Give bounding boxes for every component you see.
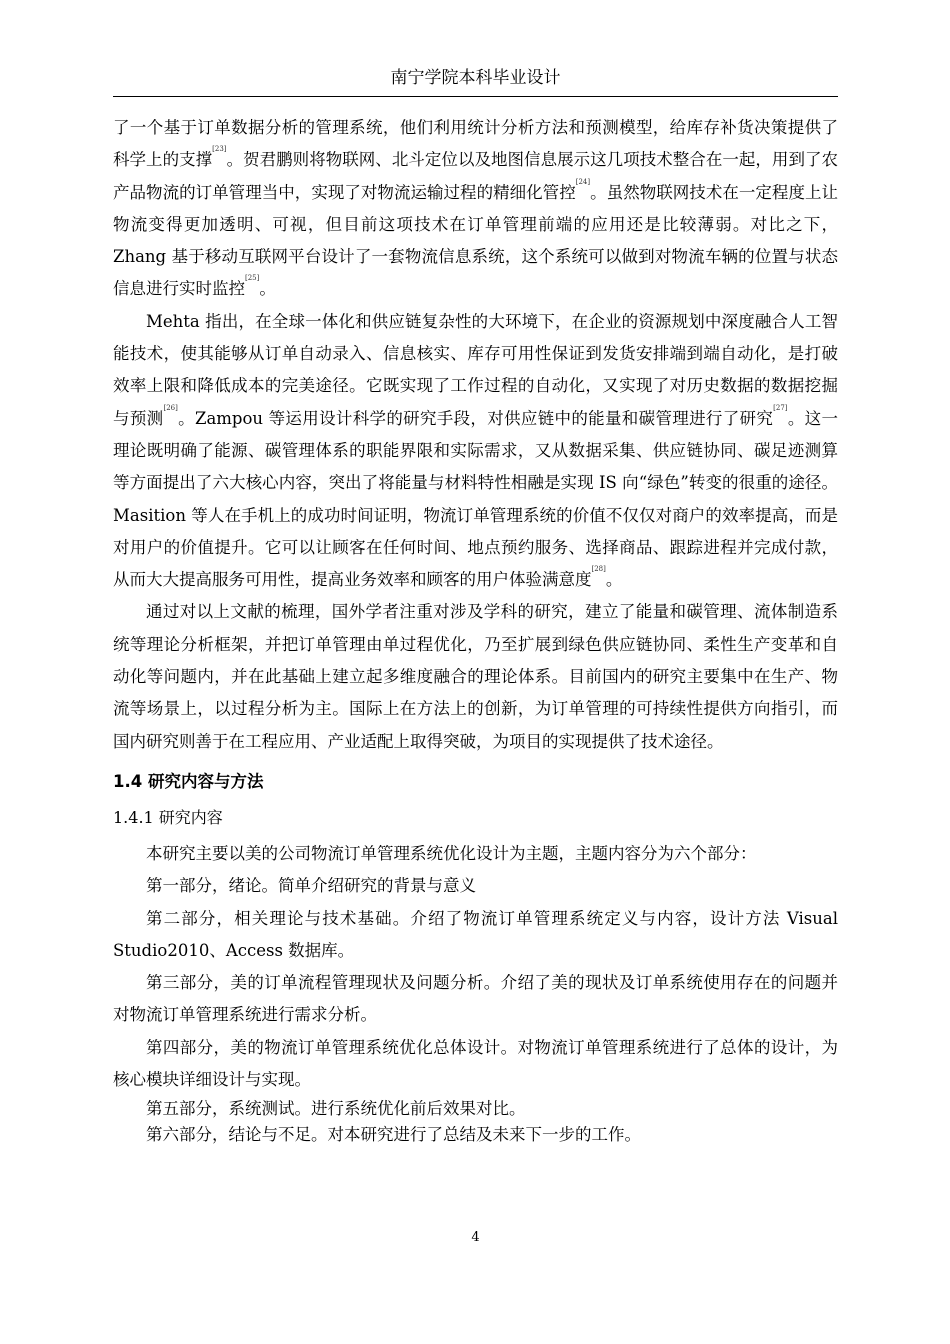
- paragraph-text: 。: [259, 279, 276, 299]
- paragraph-text: 。贺君鹏则将物联网、北斗定位以及地图信息展示这几项技术整合在一起，用到了农产品物流的订单管理当中，实现了对物流运输过程的精细化管控: [113, 150, 839, 202]
- paragraph-literature-summary: 通过对以上文献的梳理，国外学者注重对涉及学科的研究，建立了能量和碳管理、流体制造系统等理论分析框架，并把订单管理由单过程优化，乃至扩展到绿色供应链协同、柔性生产变革和自动化等问题内，并在此基础上建立起多维度融合的理论体系。目前国内的研究主要集中在生产、物流等场景上，以过程分析为主。国际上在方法上的创新，为订单管理的可持续性提供方向指引，而国内研究则善于在工程应用、产业适配上取得突破，为项目的实现提供了技术途径。: [113, 602, 838, 751]
- content-intro: 本研究主要以美的公司物流订单管理系统优化设计为主题，主题内容分为六个部分：: [146, 843, 757, 863]
- paragraph-text: 。: [605, 570, 623, 590]
- content-part-5: 第五部分，系统测试。进行系统优化前后效果对比。: [146, 1099, 526, 1119]
- paragraph-text: Mehta 指出，在全球一体化和供应链复杂性的大环境下，在企业的资源规划中深度融合人工智能技术，使其能够从订单自动录入、信息核实、库存可用性保证到发货安排端到端自动化，是打破效率上限和降低成本的完美途径。它既实现了工作过程的自动化，又实现了对历史数据的数据挖掘与预测: [113, 311, 838, 428]
- document-body: [113, 112, 838, 1148]
- content-part-3: 第三部分，美的订单流程管理现状及问题分析。介绍了美的现状及订单系统使用存在的问题并对物流订单管理系统进行需求分析。: [113, 973, 838, 1025]
- header-rule: [113, 96, 838, 97]
- page-number: 4: [471, 1230, 480, 1245]
- citation-ref: [23]: [212, 145, 227, 154]
- paragraph-text: 。Zampou 等运用设计科学的研究手段，对供应链中的能量和碳管理进行了研究: [177, 408, 774, 428]
- subsection-heading: 1.4.1 研究内容: [113, 807, 223, 827]
- paragraph-literature-foreign: [113, 306, 838, 597]
- content-part-2: 第二部分，相关理论与技术基础。介绍了物流订单管理系统定义与内容，设计方法 Visual Studio2010、Access 数据库。: [113, 908, 838, 960]
- citation-ref: [26]: [163, 403, 178, 412]
- paragraph-text: 。虽然物联网技术在一定程度上让物流变得更加透明、可视，但目前这项技术在订单管理前端的应用还是比较薄弱。对比之下，Zhang 基于移动互联网平台设计了一套物流信息系统，这个系统可以做到对物流车辆的位置与状态信息进行实时监控: [113, 182, 839, 299]
- paragraph-literature-domestic: [113, 112, 838, 306]
- citation-ref: [24]: [575, 177, 591, 186]
- paragraph-text: 了一个基于订单数据分析的管理系统，他们利用统计分析方法和预测模型，给库存补货决策提供了科学上的支撑: [113, 118, 838, 170]
- content-part-1: 第一部分，绪论。简单介绍研究的背景与意义: [146, 876, 476, 896]
- page-header-title: 南宁学院本科毕业设计: [390, 68, 561, 88]
- citation-ref: [27]: [773, 403, 788, 412]
- citation-ref: [25]: [245, 274, 260, 283]
- section-heading: 1.4 研究内容与方法: [113, 771, 264, 791]
- citation-ref: [28]: [591, 565, 606, 574]
- paragraph-text: 。这一理论既明确了能源、碳管理体系的职能界限和实际需求，又从数据采集、供应链协同、碳足迹测算等方面提出了六大核心内容，突出了将能量与材料特性相融是实现 IS 向“绿色”转变的很重的途径。Masition 等人在手机上的成功时间证明，物流订单管理系统的价值不仅仅对商户的效率提高，而是对用户的价值提升。它可以让顾客在任何时间、地点预约服务、选择商品、跟踪进程并完成付款，从而大大提高服务可用性，提高业务效率和顾客的用户体验满意度: [113, 408, 839, 590]
- content-part-4: 第四部分，美的物流订单管理系统优化总体设计。对物流订单管理系统进行了总体的设计，为核心模块详细设计与实现。: [113, 1037, 838, 1090]
- content-part-6: 第六部分，结论与不足。对本研究进行了总结及未来下一步的工作。: [146, 1125, 641, 1145]
